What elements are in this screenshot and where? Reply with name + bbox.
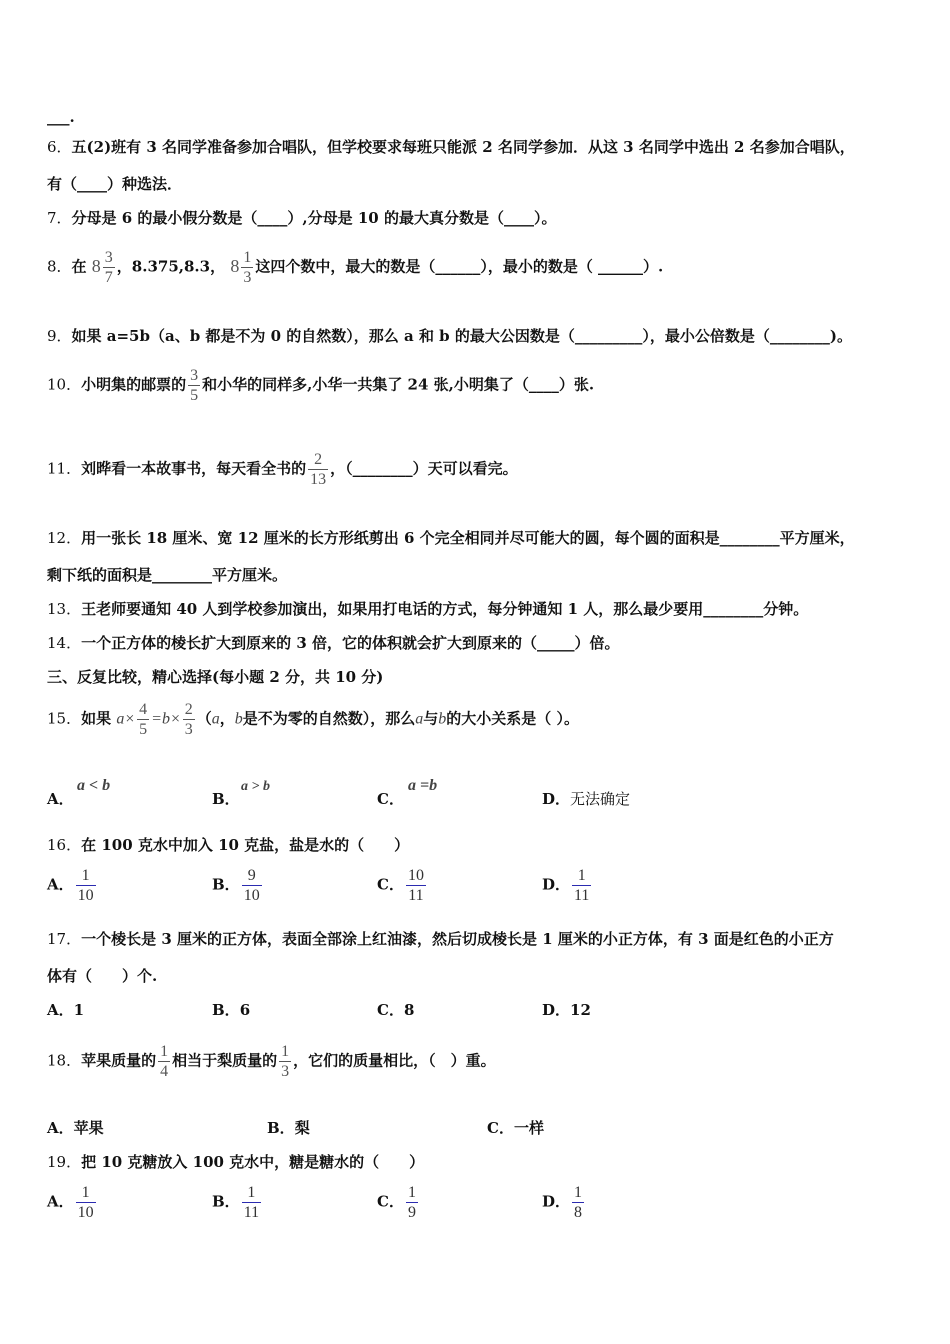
option-text: 无法确定 [570, 790, 631, 808]
option-letter: C． [487, 1119, 514, 1137]
denominator: 5 [190, 387, 199, 404]
question-text: 有（____）种选法． [47, 175, 183, 193]
option-letter: C． [377, 790, 404, 808]
question-text: 这四个数中，最大的数是（______），最小的数是（ ______）. [255, 257, 664, 276]
question-11 [47, 450, 518, 489]
option-c[interactable] [377, 1000, 414, 1020]
question-number: 18． [47, 1051, 82, 1070]
question-16 [47, 835, 409, 855]
question-text: 用一张长 18 厘米、宽 12 厘米的长方形纸剪出 6 个完全相同并尽可能大的圆，每个圆的面积是________平方厘米， [81, 529, 855, 547]
question-18 [47, 1042, 496, 1081]
question-text: 体有（ ）个. [47, 967, 158, 985]
question-7 [47, 208, 556, 228]
continuation-blank: ___. [47, 108, 75, 126]
numerator: 1 [81, 1184, 90, 1201]
question-6-line1 [47, 137, 855, 157]
question-15 [47, 700, 579, 739]
denominator: 10 [243, 887, 260, 904]
option-text: 梨 [294, 1119, 310, 1137]
section-heading [47, 667, 383, 687]
fraction [279, 1042, 291, 1081]
option-a[interactable] [47, 1118, 104, 1138]
numerator: 1 [81, 867, 90, 884]
math-operator: × [169, 710, 181, 728]
denominator: 3 [184, 721, 193, 738]
option-letter: B． [267, 1119, 295, 1137]
question-number: 9． [47, 327, 72, 345]
option-d[interactable] [542, 866, 593, 905]
question-12-line1 [47, 528, 855, 548]
question-text: 剩下纸的面积是________平方厘米。 [47, 566, 288, 584]
denominator: 11 [243, 1204, 260, 1221]
option-value: 8 [403, 1001, 415, 1019]
question-number: 17． [47, 930, 82, 948]
denominator: 3 [243, 269, 252, 286]
numerator: 10 [407, 867, 424, 884]
option-a[interactable] [47, 789, 74, 809]
question-text: 与 [423, 709, 439, 728]
question-text: 如果 a=5b（a、b 都是不为 0 的自然数），那么 a 和 b 的最大公因数是（_________），最小公倍数是（________)。 [71, 327, 852, 345]
denominator: 9 [407, 1204, 416, 1221]
fraction [572, 866, 591, 905]
option-letter: A． [47, 1119, 74, 1137]
fraction [183, 700, 195, 739]
math-var-b: b [438, 710, 447, 728]
fraction [406, 1183, 418, 1222]
fraction [103, 248, 115, 287]
option-letter: D． [542, 875, 571, 894]
question-text: 王老师要通知 40 人到学校参加演出，如果用打电话的方式，每分钟通知 1 人，那么最少要用________分钟。 [81, 600, 809, 618]
question-number: 11． [47, 459, 82, 478]
option-d[interactable] [542, 789, 630, 809]
numerator: 2 [184, 701, 193, 718]
numerator: 1 [407, 1184, 416, 1201]
math-var-a: a [116, 710, 125, 728]
question-text: 分母是 6 的最小假分数是（____）,分母是 10 的最大真分数是（____）。 [71, 209, 557, 227]
option-c[interactable] [377, 866, 428, 905]
option-letter: A． [47, 790, 74, 808]
option-c-math: a =b [408, 777, 438, 794]
option-b[interactable] [267, 1118, 310, 1138]
whole-part: 8 [230, 255, 240, 276]
option-letter: B． [212, 1192, 240, 1211]
question-6-line2 [47, 174, 182, 194]
option-c[interactable] [377, 1183, 420, 1222]
option-a[interactable] [47, 866, 98, 905]
denominator: 11 [574, 887, 590, 904]
option-letter: B． [212, 790, 240, 808]
fraction [158, 1042, 170, 1081]
question-number: 10． [47, 375, 82, 394]
numerator: 1 [247, 1184, 256, 1201]
fraction [308, 450, 328, 489]
question-12-line2 [47, 565, 287, 585]
option-value: 6 [239, 1001, 251, 1019]
whole-part: 8 [91, 255, 101, 276]
numerator: 1 [574, 1184, 583, 1201]
option-a-math: a < b [77, 777, 111, 794]
option-letter: A． [47, 1001, 74, 1019]
numerator: 1 [281, 1043, 290, 1060]
question-text: 把 10 克糖放入 100 克水中，糖是糖水的（ ） [81, 1153, 425, 1171]
question-text: 的大小关系是（ ）。 [446, 709, 580, 728]
question-text: 苹果质量的 [81, 1051, 157, 1070]
question-text: ，8.375,8.3， [116, 257, 226, 276]
option-letter: D． [542, 1192, 571, 1211]
question-8 [47, 248, 663, 287]
math-var-a: a [415, 710, 424, 728]
denominator: 10 [77, 887, 94, 904]
denominator: 11 [406, 885, 426, 905]
question-text: ，它们的质量相比，（ ）重。 [293, 1051, 496, 1070]
question-text: （ [196, 709, 212, 728]
option-d[interactable] [542, 1183, 586, 1222]
numerator: 1 [577, 867, 586, 884]
question-text: 五(2)班有 3 名同学准备参加合唱队，但学校要求每班只能派 2 名同学参加．从这 3 名同学中选出 2 名参加合唱队， [71, 138, 855, 156]
denominator: 4 [160, 1063, 169, 1080]
option-b[interactable] [212, 1183, 263, 1222]
denominator: 5 [139, 721, 148, 738]
numerator: 4 [139, 701, 148, 718]
mixed-number [91, 249, 117, 286]
question-text: 是不为零的自然数），那么 [242, 709, 416, 728]
option-c[interactable] [377, 789, 404, 809]
fraction [242, 1183, 261, 1222]
denominator: 8 [574, 1204, 583, 1221]
question-text: 如果 [81, 709, 112, 728]
option-value: 1 [73, 1001, 85, 1019]
option-a[interactable] [47, 1000, 84, 1020]
option-b[interactable] [212, 1000, 250, 1020]
question-text: 在 100 克水中加入 10 克盐，盐是水的（ ） [81, 836, 410, 854]
fraction [76, 1183, 96, 1222]
question-number: 15． [47, 709, 82, 728]
math-var-a: a [211, 710, 220, 728]
math-operator: × [124, 710, 136, 728]
fraction [76, 866, 96, 905]
option-b[interactable] [212, 789, 240, 809]
option-a[interactable] [47, 1183, 98, 1222]
question-10 [47, 366, 594, 405]
question-number: 16． [47, 836, 82, 854]
question-text: 相当于梨质量的 [172, 1051, 278, 1070]
numerator: 1 [160, 1043, 169, 1060]
mixed-number [230, 249, 255, 286]
denominator: 10 [77, 1204, 94, 1221]
math-var-b: b [161, 710, 170, 728]
option-letter: D． [542, 790, 571, 808]
fraction [572, 1183, 584, 1222]
question-number: 19． [47, 1153, 82, 1171]
option-letter: C． [377, 1192, 404, 1211]
question-number: 13． [47, 600, 82, 618]
question-17-line1 [47, 929, 834, 949]
fraction [242, 866, 262, 905]
section-title: 三、反复比较，精心选择(每小题 2 分，共 10 分) [47, 668, 384, 686]
question-9 [47, 326, 852, 346]
option-letter: B． [212, 1001, 240, 1019]
option-b[interactable] [212, 866, 264, 905]
math-operator: = [151, 710, 162, 728]
question-text: ，（________）天可以看完。 [330, 459, 518, 478]
option-letter: A． [47, 875, 74, 894]
question-number: 8． [47, 257, 72, 276]
fraction [137, 700, 149, 739]
numerator: 3 [104, 249, 113, 266]
numerator: 9 [247, 867, 256, 884]
option-letter: A． [47, 1192, 74, 1211]
question-14 [47, 633, 619, 653]
question-text: 一个正方体的棱长扩大到原来的 3 倍，它的体积就会扩大到原来的（_____）倍。 [81, 634, 620, 652]
question-text: 在 [71, 257, 87, 276]
question-text: ， [219, 709, 235, 728]
option-letter: B． [212, 875, 240, 894]
numerator: 3 [190, 367, 199, 384]
fraction [188, 366, 200, 405]
question-text: 一个棱长是 3 厘米的正方体，表面全部涂上红油漆，然后切成棱长是 1 厘米的小正方体，有 3 面是红色的小正方 [81, 930, 834, 948]
denominator: 7 [104, 269, 113, 286]
question-number: 7． [47, 209, 72, 227]
fraction [241, 248, 253, 287]
question-text: 刘晔看一本故事书，每天看全书的 [81, 459, 307, 478]
option-text: 一样 [513, 1119, 544, 1137]
question-text: 小明集的邮票的 [81, 375, 187, 394]
denominator: 13 [310, 471, 327, 488]
question-text: 和小华的同样多,小华一共集了 24 张,小明集了（____）张. [202, 375, 595, 394]
question-17-line2 [47, 966, 157, 986]
question-19 [47, 1152, 424, 1172]
option-d[interactable] [542, 1000, 591, 1020]
option-b-math: a > b [241, 779, 270, 794]
option-c[interactable] [487, 1118, 544, 1138]
question-number: 12． [47, 529, 82, 547]
question-number: 6． [47, 138, 72, 156]
question-13 [47, 599, 808, 619]
question-number: 14． [47, 634, 82, 652]
option-letter: C． [377, 875, 404, 894]
option-value: 12 [570, 1001, 591, 1019]
option-text: 苹果 [73, 1119, 104, 1137]
numerator: 2 [314, 451, 323, 468]
denominator: 3 [281, 1063, 290, 1080]
fraction [406, 866, 426, 905]
math-var-b: b [234, 710, 243, 728]
option-letter: C． [377, 1001, 404, 1019]
option-letter: D． [542, 1001, 571, 1019]
numerator: 1 [243, 249, 252, 266]
